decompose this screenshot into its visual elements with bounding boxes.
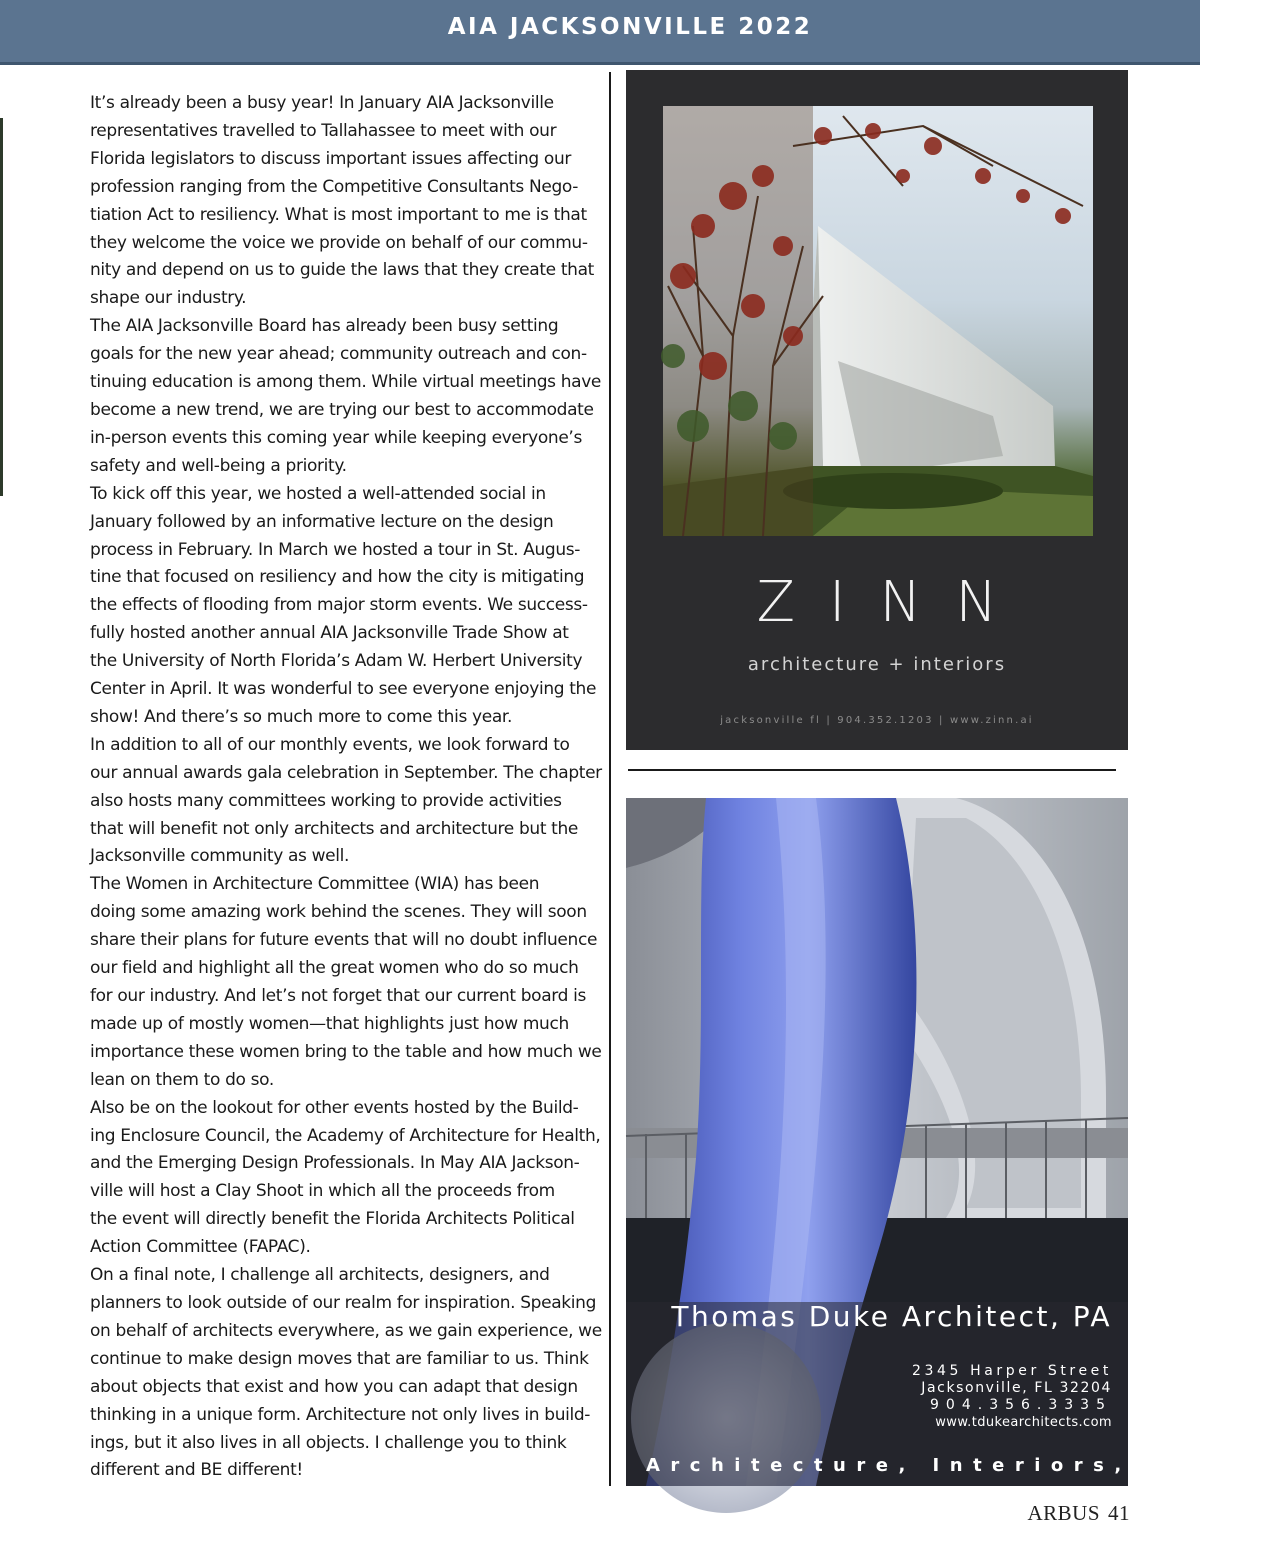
- article-line: The AIA Jacksonville Board has already been busy setting: [90, 316, 559, 337]
- article-paragraph: [72, 871, 602, 1094]
- article-line: To kick off this year, we hosted a well-attended social in: [90, 483, 546, 504]
- article-line: tiation Act to resiliency. What is most important to me is that: [90, 204, 587, 225]
- article-paragraph: [72, 313, 602, 480]
- article-line: fully hosted another annual AIA Jacksonville Trade Show at: [90, 623, 569, 644]
- duke-advertisement: [626, 798, 1281, 1486]
- article-paragraph: [72, 732, 602, 872]
- article-line: they welcome the voice we provide on behalf of our commu-: [90, 232, 588, 253]
- article-line: In addition to all of our monthly events, we look forward to: [90, 734, 570, 755]
- page-footer: [1027, 1501, 1130, 1526]
- article-line: Also be on the lookout for other events hosted by the Build-: [90, 1097, 579, 1118]
- article-line: made up of mostly women—that highlights just how much: [90, 1013, 569, 1034]
- zinn-building-photo: [663, 106, 1093, 536]
- article-line: ville will host a Clay Shoot in which all the proceeds from: [90, 1181, 555, 1202]
- article-line: our field and highlight all the great women who do so much: [90, 958, 579, 979]
- article-line: Jacksonville community as well.: [90, 846, 350, 867]
- article-line: profession ranging from the Competitive Consultants Nego-: [90, 176, 579, 197]
- article-line: thinking in a unique form. Architecture not only lives in build-: [90, 1404, 591, 1425]
- article-line: It’s already been a busy year! In January AIA Jacksonville: [90, 93, 554, 113]
- article-line: ings, but it also lives in all objects. I challenge you to think: [90, 1432, 567, 1453]
- article-line: the University of North Florida’s Adam W. Herbert University: [90, 651, 583, 672]
- article-line: representatives travelled to Tallahassee to meet with our: [90, 120, 557, 141]
- article-line: importance these women bring to the table and how much we: [90, 1041, 602, 1062]
- article-paragraph: [72, 1095, 601, 1262]
- article-line: on behalf of architects everywhere, as we gain experience, we: [90, 1320, 602, 1341]
- duke-firm-name: Thomas Duke Architect, PA: [671, 1300, 1112, 1333]
- zinn-photo-illustration: [663, 106, 1093, 536]
- duke-city: Jacksonville, FL 32204: [921, 1380, 1112, 1396]
- article-body: [72, 90, 602, 1485]
- article-line: safety and well-being a priority.: [90, 455, 347, 476]
- page-edge-bleed: [0, 118, 3, 496]
- article-line: also hosts many committees working to provide activities: [90, 790, 562, 811]
- article-line: share their plans for future events that will no doubt influence: [90, 930, 598, 951]
- zinn-advertisement: [626, 70, 1128, 750]
- article-line: Action Committee (FAPAC).: [90, 1237, 311, 1258]
- header-bar: [0, 0, 1200, 65]
- duke-tagline: Architecture, Interiors, Design: [646, 1455, 1281, 1476]
- duke-website: www.tdukearchitects.com: [935, 1415, 1112, 1430]
- zinn-subtitle: architecture + interiors: [747, 654, 1007, 675]
- article-line: the effects of flooding from major storm events. We success-: [90, 595, 588, 616]
- article-line: that will benefit not only architects and architecture but the: [90, 818, 579, 839]
- article-line: goals for the new year ahead; community outreach and con-: [90, 344, 587, 365]
- ad-divider: [628, 769, 1116, 771]
- article-line: shape our industry.: [90, 288, 247, 309]
- article-line: Center in April. It was wonderful to see everyone enjoying the: [90, 679, 597, 700]
- duke-phone: 904.356.3335: [930, 1397, 1112, 1413]
- zinn-logo: ZINN: [756, 570, 1032, 635]
- duke-street: 2345 Harper Street: [912, 1363, 1112, 1379]
- article-paragraph: [72, 481, 596, 732]
- article-line: become a new trend, we are trying our best to accommodate: [90, 399, 594, 420]
- article-line: different and BE different!: [90, 1460, 303, 1481]
- article-line: doing some amazing work behind the scenes. They will soon: [90, 902, 587, 923]
- article-line: process in February. In March we hosted a tour in St. Augus-: [90, 539, 581, 560]
- header-title: AIA JACKSONVILLE 2022: [447, 14, 813, 40]
- article-line: nity and depend on us to guide the laws that they create that: [90, 260, 594, 281]
- article-paragraph: [72, 90, 596, 313]
- article-line: continue to make design moves that are familiar to us. Think: [90, 1348, 589, 1369]
- publication-name: ARBUS: [1027, 1501, 1100, 1525]
- article-line: January followed by an informative lecture on the design: [90, 511, 554, 532]
- article-line: tinuing education is among them. While virtual meetings have: [90, 372, 602, 393]
- article-line: for our industry. And let’s not forget that our current board is: [90, 986, 587, 1006]
- article-line: The Women in Architecture Committee (WIA) has been: [90, 874, 540, 895]
- article-line: our annual awards gala celebration in September. The chapter: [90, 762, 602, 783]
- article-line: about objects that exist and how you can adapt that design: [90, 1376, 578, 1397]
- article-line: Florida legislators to discuss important issues affecting our: [90, 148, 572, 169]
- article-line: On a final note, I challenge all architects, designers, and: [90, 1265, 550, 1286]
- article-line: lean on them to do so.: [90, 1069, 274, 1090]
- article-paragraph: [72, 1262, 602, 1485]
- zinn-contact-line: jacksonville fl | 904.352.1203 | www.zinn.ai: [720, 715, 1034, 726]
- article-line: the event will directly benefit the Florida Architects Political: [90, 1209, 575, 1230]
- article-line: tine that focused on resiliency and how the city is mitigating: [90, 567, 585, 588]
- duke-address-block: [912, 1363, 1112, 1431]
- article-line: ing Enclosure Council, the Academy of Architecture for Health,: [90, 1125, 601, 1146]
- article-line: show! And there’s so much more to come this year.: [90, 706, 513, 727]
- article-line: planners to look outside of our realm for inspiration. Speaking: [90, 1292, 597, 1313]
- article-line: in-person events this coming year while keeping everyone’s: [90, 427, 582, 448]
- page-number: 41: [1108, 1501, 1130, 1525]
- article-line: and the Emerging Design Professionals. In May AIA Jackson-: [90, 1153, 580, 1174]
- column-divider: [609, 72, 611, 1486]
